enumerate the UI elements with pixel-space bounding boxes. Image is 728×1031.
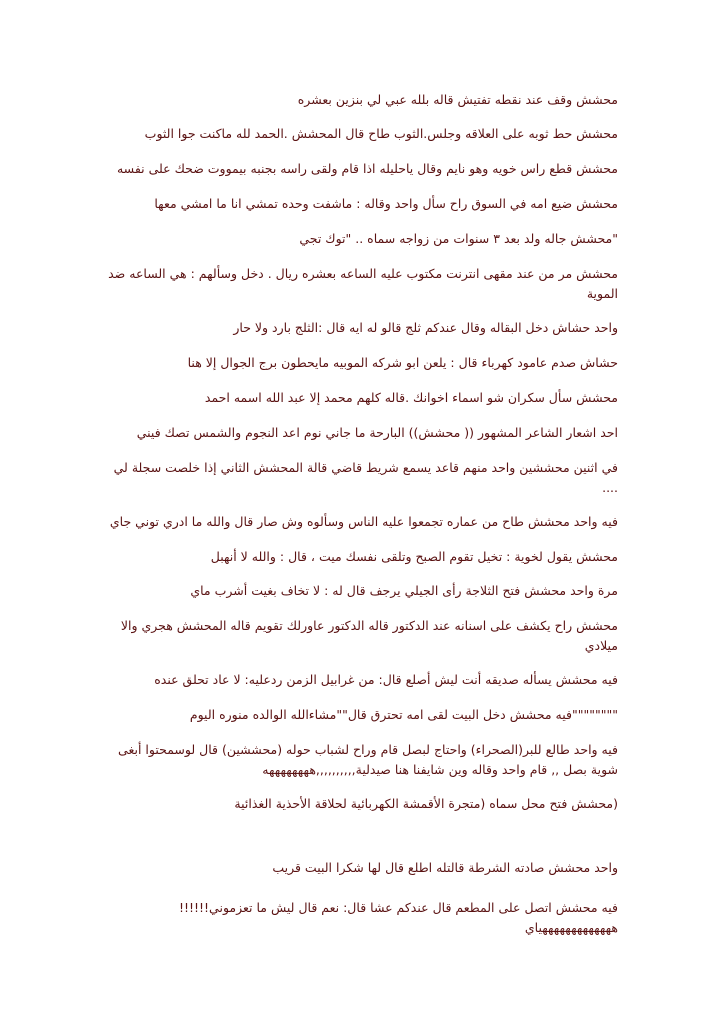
joke-5: "محشش جاله ولد بعد ٣ سنوات من زواجه سماه .. "توك تجي: [299, 231, 618, 246]
joke-11: في اثنين محششين واحد منهم قاعد يسمع شريط قاضي قالة المحشش الثاني إذا خلصت سجلة لي ....: [113, 460, 618, 495]
joke-3: محشش قطع راس خويه وهو نايم وقال ياحليله اذا قام ولقى راسه بجنبه بيمووت ضحك على نفسه: [116, 161, 618, 176]
joke-10: احد اشعار الشاعر المشهور (( محشش)) البارحة ما جاني نوم اعد النجوم والشمس تصك فيني: [136, 425, 618, 440]
joke-12: فيه واحد محشش طاح من عماره تجمعوا عليه الناس وسألوه وش صار قال والله ما ادري توني جاي: [109, 514, 618, 529]
joke-15: محشش راح يكشف على اسنانه عند الدكتور قاله الدكتور عاورلك تقويم قاله المحشش هجري والا ميلادي: [120, 618, 618, 653]
joke-21: فيه محشش اتصل على المطعم قال عندكم عشا قال: نعم قال ليش ما تعزموني!!!!!! هههههههههههههياي: [178, 900, 618, 935]
joke-6: محشش مر من عند مقهى انترنت مكتوب عليه الساعه بعشره ريال . دخل وسألهم : هي الساعه ضد الموية: [108, 266, 618, 301]
joke-19: (محشش فتح محل سماه (متجرة الأقمشة الكهربائية لحلاقة الأحذية الغذائية: [234, 796, 618, 811]
joke-17: """"""""فيه محشش دخل البيت لقى امه تحترق قال""مشاءالله الوالده منوره اليوم: [189, 707, 618, 722]
joke-4: محشش ضيع امه في السوق راح سأل واحد وقاله : ماشفت وحده تمشي انا ما امشي معها: [154, 196, 618, 211]
joke-13: محشش يقول لخوية : تخيل تقوم الصبح وتلقى نفسك ميت ، قال : والله لا أنهبل: [210, 549, 618, 564]
joke-14: مرة واحد محشش فتح الثلاجة رأى الجيلي يرجف قال له : لا تخاف بغيت أشرب ماي: [190, 583, 618, 598]
joke-1: محشش وقف عند نقطه تفتيش قاله بلله عبي لي بنزين بعشره: [297, 92, 618, 107]
joke-9: محشش سأل سكران شو اسماء اخوانك .قاله كلهم محمد إلا عبد الله اسمه احمد: [204, 390, 618, 405]
joke-2: محشش حط ثوبه على العلاقه وجلس.الثوب طاح قال المحشش .الحمد لله ماكنت جوا الثوب: [144, 126, 618, 141]
joke-20: واحد محشش صادته الشرطة قالتله اطلع قال لها شكرا البيت قريب: [272, 860, 618, 875]
joke-8: حشاش صدم عامود كهرباء قال : يلعن ابو شركه الموبيه مايحطون برج الجوال إلا هنا: [187, 355, 618, 370]
joke-16: فيه محشش يسأله صديقه أنت ليش أصلع قال: من غرابيل الزمن ردعليه: لا عاد تحلق عنده: [154, 672, 618, 687]
joke-7: واحد حشاش دخل البقاله وقال عندكم ثلج قالو له ايه قال :الثلج بارد ولا حار: [233, 320, 618, 335]
joke-18: فيه واحد طالع للبر(الصحراء) واحتاج لبصل قام وراح لشباب حوله (محششين) قال لوسمحتوا أبغى شوية بصل ,, قام واحد وقاله وين شايفنا هنا صيدلية,,,,,,,,,,ههههههههه: [118, 742, 618, 777]
